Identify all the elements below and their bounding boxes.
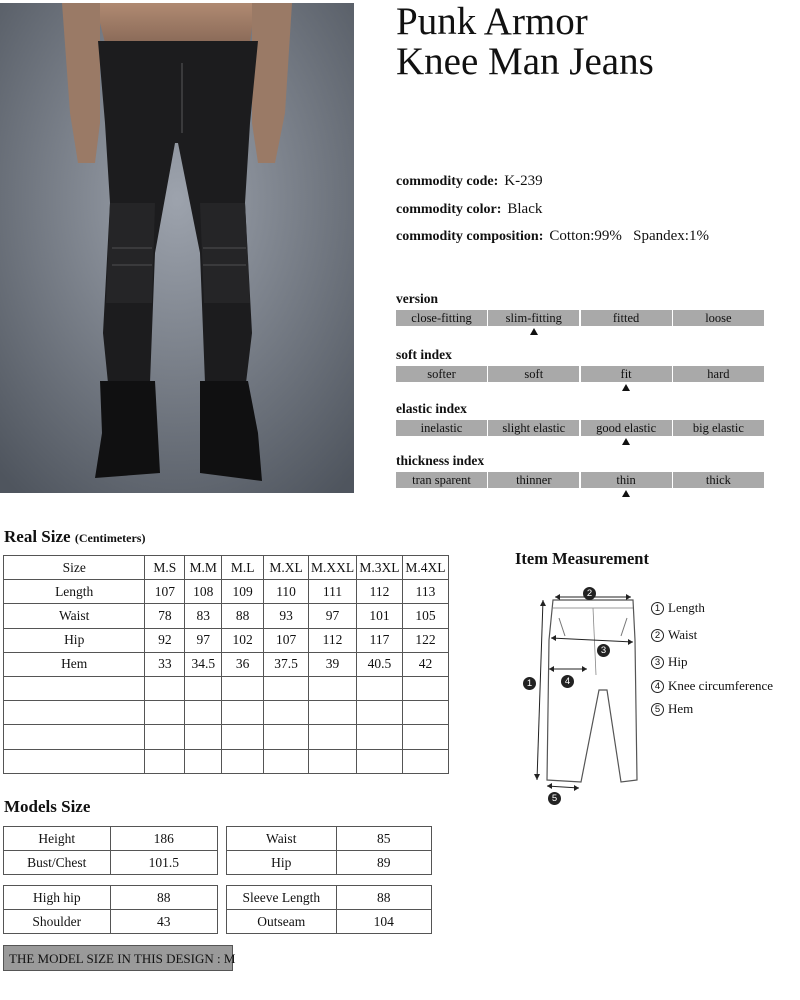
model-attr-value: 89: [336, 851, 432, 875]
real-size-unit: (Centimeters): [74, 531, 146, 545]
table-cell: [185, 676, 222, 700]
thickness-index-option: thin: [581, 472, 672, 488]
marker-5-icon: 5: [548, 789, 565, 807]
selected-marker-icon: [530, 328, 538, 335]
table-cell: [222, 749, 264, 773]
table-row: [4, 725, 449, 749]
table-cell: 112: [309, 628, 357, 652]
selected-marker-icon: [622, 438, 630, 445]
table-cell: [185, 725, 222, 749]
table-cell: 111: [309, 580, 357, 604]
number-1-icon: 1: [651, 602, 664, 615]
models-size-title: Models Size: [4, 797, 91, 816]
table-cell: [402, 725, 448, 749]
version-bar: [396, 310, 764, 326]
legend-item: [651, 654, 688, 670]
model-size-note: THE MODEL SIZE IN THIS DESIGN : M: [3, 945, 233, 971]
legend-item: [651, 701, 693, 717]
table-header-cell: M.L: [222, 556, 264, 580]
commodity-code-label: commodity code:: [396, 174, 499, 189]
version-option: close-fitting: [396, 310, 487, 326]
table-cell: 39: [309, 652, 357, 676]
legend-item: [651, 678, 773, 694]
table-row: [4, 851, 218, 875]
soft-index-option: softer: [396, 366, 487, 382]
table-row: [4, 676, 449, 700]
table-cell: 40.5: [357, 652, 403, 676]
pants-measurement-diagram: [521, 580, 646, 805]
models-table: [226, 826, 432, 875]
table-header-cell: M.XXL: [309, 556, 357, 580]
elastic-index-title: elastic index: [396, 401, 467, 416]
table-cell: [145, 725, 185, 749]
models-table: [226, 885, 432, 934]
commodity-code-value: K-239: [504, 173, 543, 189]
thickness-index-option: tran sparent: [396, 472, 487, 488]
table-cell: [402, 676, 448, 700]
models-table: [3, 826, 218, 875]
soft-index-option: fit: [581, 366, 672, 382]
model-attr-value: 104: [336, 910, 431, 934]
table-cell: 101: [357, 604, 403, 628]
marker-3-icon: 3: [597, 641, 614, 659]
marker-4-icon: 4: [561, 672, 578, 690]
row-label-cell: Waist: [4, 604, 145, 628]
model-attr-value: 88: [110, 886, 217, 910]
version-option: slim-fitting: [488, 310, 579, 326]
row-label-cell: Hip: [4, 628, 145, 652]
table-row: [4, 580, 449, 604]
table-header-cell: Size: [4, 556, 145, 580]
model-attr-value: 186: [110, 827, 217, 851]
table-cell: 110: [264, 580, 309, 604]
thickness-index-title: thickness index: [396, 453, 485, 468]
table-cell: [264, 749, 309, 773]
table-cell: 97: [185, 628, 222, 652]
title-line-2: Knee Man Jeans: [396, 40, 654, 83]
elastic-index-option: good elastic: [581, 420, 672, 436]
table-cell: 93: [264, 604, 309, 628]
model-attr-label: Waist: [227, 827, 337, 851]
table-cell: [357, 701, 403, 725]
table-cell: 107: [145, 580, 185, 604]
table-row: [4, 604, 449, 628]
table-row: [4, 749, 449, 773]
table-cell: [357, 725, 403, 749]
version-title: version: [396, 291, 438, 306]
table-cell: [185, 749, 222, 773]
row-label-cell: [4, 725, 145, 749]
commodity-composition-value: Cotton:99% Spandex:1%: [549, 228, 709, 244]
legend-label: Hip: [668, 654, 688, 669]
item-measurement-title: Item Measurement: [515, 549, 649, 568]
elastic-index-option: slight elastic: [488, 420, 579, 436]
table-cell: 92: [145, 628, 185, 652]
table-row: [4, 886, 218, 910]
soft-index-title: soft index: [396, 347, 452, 362]
table-cell: [309, 749, 357, 773]
legend-item: [651, 627, 697, 643]
table-cell: [309, 676, 357, 700]
number-3-icon: 3: [651, 656, 664, 669]
legend-label: Knee circumference: [668, 678, 774, 693]
table-cell: 37.5: [264, 652, 309, 676]
table-cell: [145, 749, 185, 773]
table-cell: [222, 725, 264, 749]
row-label-cell: [4, 676, 145, 700]
table-cell: 78: [145, 604, 185, 628]
commodity-color-row: [396, 201, 542, 218]
model-attr-value: 88: [336, 886, 431, 910]
legend-label: Waist: [668, 627, 698, 642]
table-cell: [264, 725, 309, 749]
table-cell: [309, 701, 357, 725]
version-option: loose: [673, 310, 764, 326]
number-5-icon: 5: [651, 703, 664, 716]
commodity-composition-label: commodity composition:: [396, 229, 544, 244]
table-header-row: [4, 556, 449, 580]
number-2-icon: 2: [651, 629, 664, 642]
table-cell: 36: [222, 652, 264, 676]
table-row: [4, 910, 218, 934]
thickness-index-option: thinner: [488, 472, 579, 488]
model-attr-value: 101.5: [110, 851, 217, 875]
table-row: [227, 910, 432, 934]
table-row: [227, 827, 432, 851]
size-table: [3, 555, 449, 774]
table-row: [227, 851, 432, 875]
table-cell: 97: [309, 604, 357, 628]
legend-item: [651, 600, 705, 616]
table-cell: 34.5: [185, 652, 222, 676]
table-cell: 112: [357, 580, 403, 604]
table-header-cell: M.4XL: [402, 556, 448, 580]
table-row: [4, 827, 218, 851]
row-label-cell: [4, 701, 145, 725]
marker-1-icon: 1: [523, 674, 540, 692]
table-row: [4, 628, 449, 652]
table-cell: [145, 676, 185, 700]
table-cell: 83: [185, 604, 222, 628]
real-size-title: [4, 527, 145, 547]
table-cell: 117: [357, 628, 403, 652]
commodity-composition-row: [396, 228, 709, 245]
table-cell: 88: [222, 604, 264, 628]
table-cell: [402, 701, 448, 725]
marker-2-icon: 2: [583, 584, 600, 602]
table-row: [4, 652, 449, 676]
table-header-cell: M.3XL: [357, 556, 403, 580]
model-attr-value: 85: [336, 827, 432, 851]
model-attr-value: 43: [110, 910, 217, 934]
thickness-index-bar: [396, 472, 764, 488]
models-table: [3, 885, 218, 934]
elastic-index-option: big elastic: [673, 420, 764, 436]
table-cell: [185, 701, 222, 725]
table-cell: [357, 676, 403, 700]
table-cell: [222, 701, 264, 725]
table-cell: [357, 749, 403, 773]
product-title: [396, 2, 654, 82]
model-attr-label: Outseam: [227, 910, 337, 934]
product-photo: [0, 3, 354, 493]
soft-index-bar: [396, 366, 764, 382]
table-cell: 102: [222, 628, 264, 652]
table-row: [227, 886, 432, 910]
row-label-cell: Length: [4, 580, 145, 604]
table-header-cell: M.XL: [264, 556, 309, 580]
commodity-color-value: Black: [507, 201, 543, 217]
commodity-color-label: commodity color:: [396, 202, 502, 217]
table-cell: 113: [402, 580, 448, 604]
title-line-1: Punk Armor: [396, 0, 588, 43]
number-4-icon: 4: [651, 680, 664, 693]
commodity-code-row: [396, 173, 543, 190]
table-cell: 108: [185, 580, 222, 604]
model-attr-label: Sleeve Length: [227, 886, 337, 910]
model-attr-label: Hip: [227, 851, 337, 875]
table-cell: 42: [402, 652, 448, 676]
model-attr-label: Shoulder: [4, 910, 111, 934]
table-cell: [222, 676, 264, 700]
row-label-cell: [4, 749, 145, 773]
real-size-heading: Real Size: [4, 527, 71, 546]
version-option: fitted: [581, 310, 672, 326]
elastic-index-bar: [396, 420, 764, 436]
thickness-index-option: thick: [673, 472, 764, 488]
row-label-cell: Hem: [4, 652, 145, 676]
selected-marker-icon: [622, 490, 630, 497]
table-cell: 122: [402, 628, 448, 652]
table-cell: 109: [222, 580, 264, 604]
legend-label: Length: [668, 600, 705, 615]
table-cell: [264, 701, 309, 725]
table-cell: 105: [402, 604, 448, 628]
soft-index-option: hard: [673, 366, 764, 382]
model-attr-label: Height: [4, 827, 111, 851]
selected-marker-icon: [622, 384, 630, 391]
table-cell: [264, 676, 309, 700]
table-cell: [145, 701, 185, 725]
elastic-index-option: inelastic: [396, 420, 487, 436]
model-attr-label: High hip: [4, 886, 111, 910]
table-cell: [309, 725, 357, 749]
model-attr-label: Bust/Chest: [4, 851, 111, 875]
table-cell: 33: [145, 652, 185, 676]
soft-index-option: soft: [488, 366, 579, 382]
table-cell: 107: [264, 628, 309, 652]
table-row: [4, 701, 449, 725]
table-cell: [402, 749, 448, 773]
table-header-cell: M.M: [185, 556, 222, 580]
table-header-cell: M.S: [145, 556, 185, 580]
legend-label: Hem: [668, 701, 694, 716]
